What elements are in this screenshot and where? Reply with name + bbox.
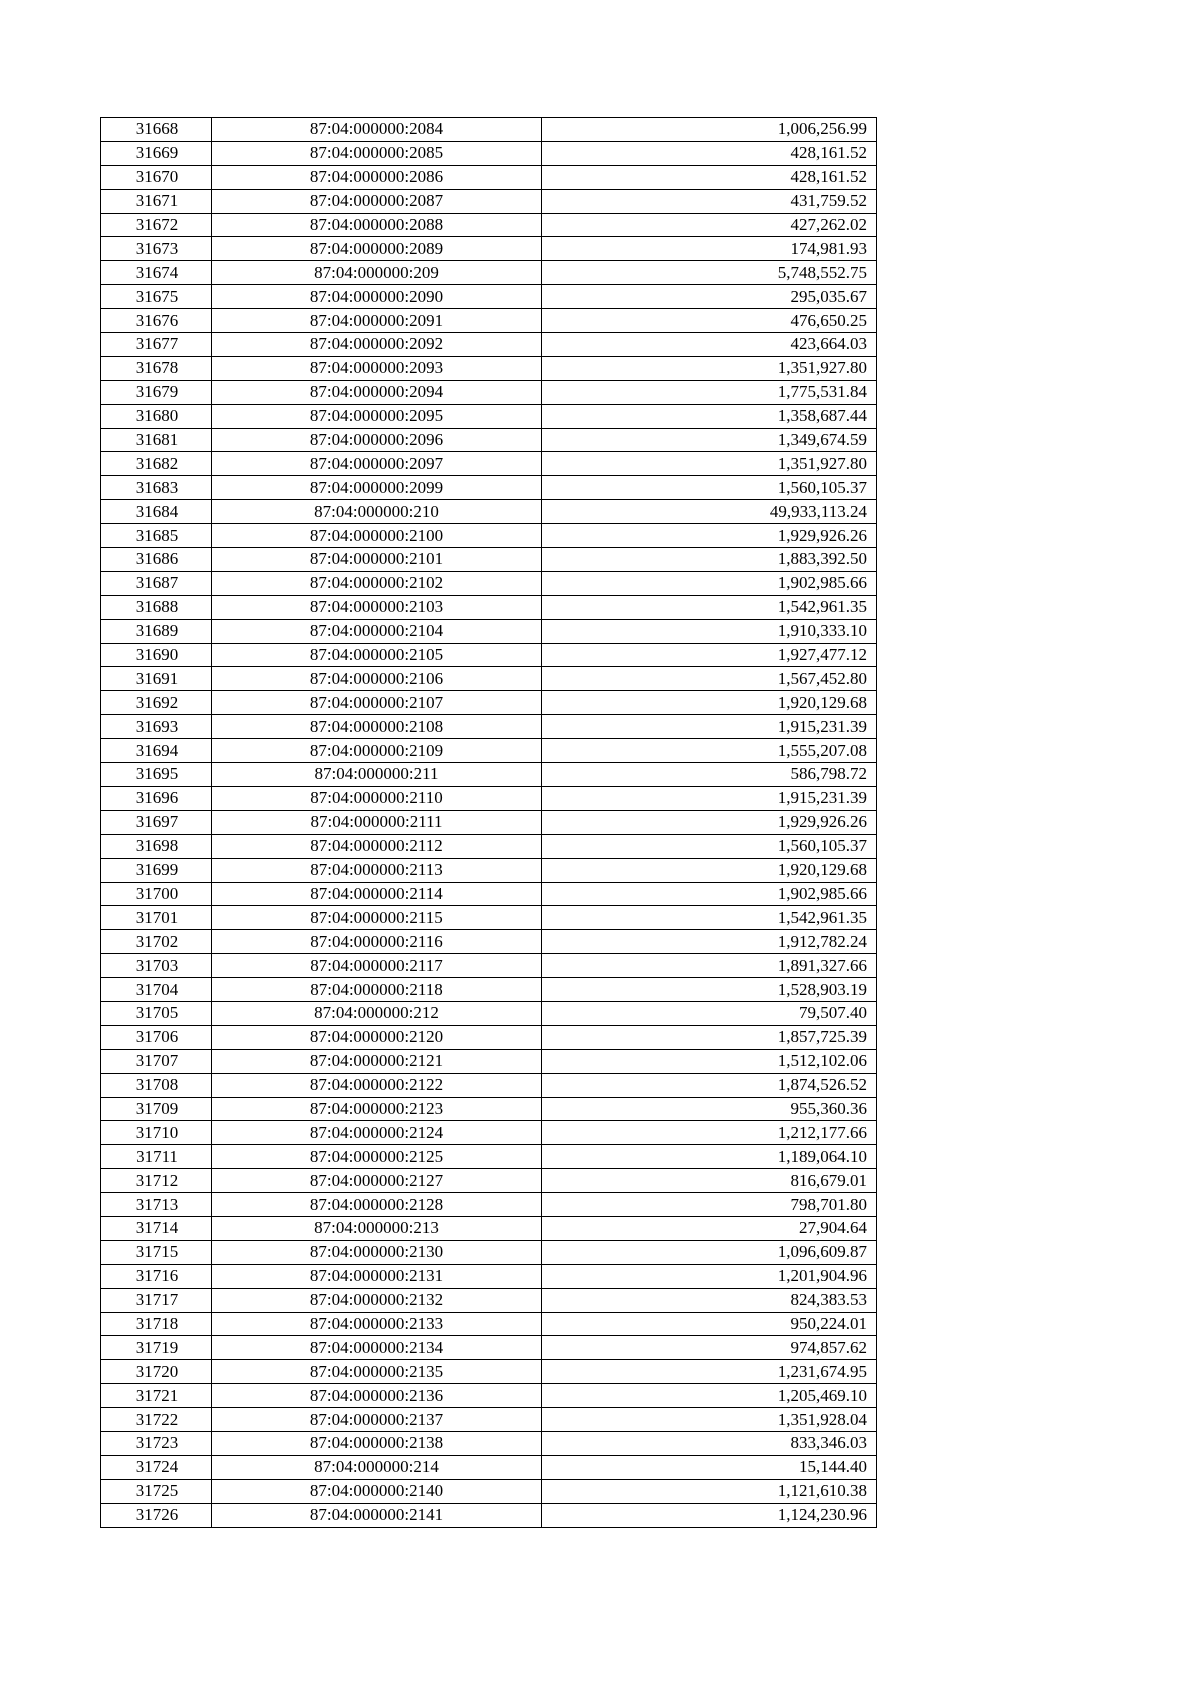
table-row	[101, 1216, 877, 1240]
cadastral-number-cell: 87:04:000000:2106	[212, 667, 542, 691]
table-row	[101, 1336, 877, 1360]
table-row	[101, 906, 877, 930]
cadastral-number-cell: 87:04:000000:2123	[212, 1097, 542, 1121]
value-cell: 824,383.53	[542, 1288, 877, 1312]
cadastral-number-cell: 87:04:000000:2124	[212, 1121, 542, 1145]
table-row	[101, 763, 877, 787]
row-number-cell: 31675	[101, 285, 212, 309]
row-number-cell: 31726	[101, 1503, 212, 1527]
row-number-cell: 31678	[101, 356, 212, 380]
value-cell: 1,358,687.44	[542, 404, 877, 428]
cadastral-number-cell: 87:04:000000:2137	[212, 1408, 542, 1432]
cadastral-number-cell: 87:04:000000:2085	[212, 141, 542, 165]
data-table	[100, 117, 877, 1528]
value-cell: 1,912,782.24	[542, 930, 877, 954]
value-cell: 1,927,477.12	[542, 643, 877, 667]
value-cell: 15,144.40	[542, 1455, 877, 1479]
cadastral-number-cell: 87:04:000000:2131	[212, 1264, 542, 1288]
row-number-cell: 31715	[101, 1240, 212, 1264]
table-row	[101, 1025, 877, 1049]
table-row	[101, 404, 877, 428]
row-number-cell: 31718	[101, 1312, 212, 1336]
table-row	[101, 978, 877, 1002]
table-row	[101, 1360, 877, 1384]
table-row	[101, 476, 877, 500]
value-cell: 816,679.01	[542, 1169, 877, 1193]
value-cell: 1,542,961.35	[542, 595, 877, 619]
table-row	[101, 333, 877, 357]
row-number-cell: 31685	[101, 524, 212, 548]
cadastral-number-cell: 87:04:000000:2093	[212, 356, 542, 380]
value-cell: 49,933,113.24	[542, 500, 877, 524]
table-row	[101, 786, 877, 810]
row-number-cell: 31703	[101, 954, 212, 978]
table-row	[101, 571, 877, 595]
value-cell: 1,205,469.10	[542, 1384, 877, 1408]
row-number-cell: 31720	[101, 1360, 212, 1384]
row-number-cell: 31669	[101, 141, 212, 165]
row-number-cell: 31680	[101, 404, 212, 428]
row-number-cell: 31676	[101, 309, 212, 333]
cadastral-number-cell: 87:04:000000:2140	[212, 1479, 542, 1503]
cadastral-number-cell: 87:04:000000:210	[212, 500, 542, 524]
row-number-cell: 31689	[101, 619, 212, 643]
row-number-cell: 31722	[101, 1408, 212, 1432]
cadastral-number-cell: 87:04:000000:2120	[212, 1025, 542, 1049]
row-number-cell: 31674	[101, 261, 212, 285]
value-cell: 1,528,903.19	[542, 978, 877, 1002]
row-number-cell: 31684	[101, 500, 212, 524]
cadastral-number-cell: 87:04:000000:2133	[212, 1312, 542, 1336]
value-cell: 1,212,177.66	[542, 1121, 877, 1145]
table-row	[101, 452, 877, 476]
row-number-cell: 31695	[101, 763, 212, 787]
cadastral-number-cell: 87:04:000000:2134	[212, 1336, 542, 1360]
cadastral-number-cell: 87:04:000000:2116	[212, 930, 542, 954]
table-row	[101, 1288, 877, 1312]
cadastral-number-cell: 87:04:000000:214	[212, 1455, 542, 1479]
value-cell: 1,555,207.08	[542, 739, 877, 763]
cadastral-number-cell: 87:04:000000:2136	[212, 1384, 542, 1408]
value-cell: 798,701.80	[542, 1193, 877, 1217]
table-row	[101, 882, 877, 906]
table-row	[101, 1408, 877, 1432]
row-number-cell: 31705	[101, 1001, 212, 1025]
cadastral-number-cell: 87:04:000000:2108	[212, 715, 542, 739]
cadastral-number-cell: 87:04:000000:2104	[212, 619, 542, 643]
value-cell: 1,910,333.10	[542, 619, 877, 643]
cadastral-number-cell: 87:04:000000:2089	[212, 237, 542, 261]
cadastral-number-cell: 87:04:000000:2110	[212, 786, 542, 810]
table-row	[101, 1097, 877, 1121]
value-cell: 833,346.03	[542, 1431, 877, 1455]
value-cell: 1,201,904.96	[542, 1264, 877, 1288]
cadastral-number-cell: 87:04:000000:2138	[212, 1431, 542, 1455]
value-cell: 427,262.02	[542, 213, 877, 237]
table-body	[101, 118, 877, 1528]
value-cell: 1,351,927.80	[542, 356, 877, 380]
value-cell: 1,920,129.68	[542, 858, 877, 882]
row-number-cell: 31693	[101, 715, 212, 739]
row-number-cell: 31697	[101, 810, 212, 834]
table-row	[101, 165, 877, 189]
row-number-cell: 31696	[101, 786, 212, 810]
value-cell: 1,560,105.37	[542, 476, 877, 500]
table-row	[101, 213, 877, 237]
value-cell: 974,857.62	[542, 1336, 877, 1360]
value-cell: 1,542,961.35	[542, 906, 877, 930]
table-row	[101, 739, 877, 763]
value-cell: 476,650.25	[542, 309, 877, 333]
cadastral-number-cell: 87:04:000000:2086	[212, 165, 542, 189]
table-row	[101, 1193, 877, 1217]
cadastral-number-cell: 87:04:000000:2122	[212, 1073, 542, 1097]
row-number-cell: 31712	[101, 1169, 212, 1193]
cadastral-number-cell: 87:04:000000:213	[212, 1216, 542, 1240]
table-row	[101, 189, 877, 213]
cadastral-number-cell: 87:04:000000:2107	[212, 691, 542, 715]
cadastral-number-cell: 87:04:000000:2087	[212, 189, 542, 213]
cadastral-number-cell: 87:04:000000:212	[212, 1001, 542, 1025]
table-row	[101, 1073, 877, 1097]
value-cell: 1,929,926.26	[542, 810, 877, 834]
row-number-cell: 31717	[101, 1288, 212, 1312]
cadastral-number-cell: 87:04:000000:2099	[212, 476, 542, 500]
row-number-cell: 31699	[101, 858, 212, 882]
cadastral-number-cell: 87:04:000000:2115	[212, 906, 542, 930]
table-row	[101, 1312, 877, 1336]
value-cell: 1,189,064.10	[542, 1145, 877, 1169]
cadastral-number-cell: 87:04:000000:2091	[212, 309, 542, 333]
table-row	[101, 1479, 877, 1503]
table-row	[101, 500, 877, 524]
table-row	[101, 619, 877, 643]
cadastral-number-cell: 87:04:000000:2141	[212, 1503, 542, 1527]
cadastral-number-cell: 87:04:000000:2101	[212, 548, 542, 572]
row-number-cell: 31679	[101, 380, 212, 404]
table-row	[101, 1455, 877, 1479]
table-row	[101, 141, 877, 165]
cadastral-number-cell: 87:04:000000:2095	[212, 404, 542, 428]
row-number-cell: 31723	[101, 1431, 212, 1455]
row-number-cell: 31698	[101, 834, 212, 858]
cadastral-number-cell: 87:04:000000:2111	[212, 810, 542, 834]
value-cell: 1,874,526.52	[542, 1073, 877, 1097]
table-row	[101, 1503, 877, 1527]
value-cell: 1,567,452.80	[542, 667, 877, 691]
table-row	[101, 428, 877, 452]
value-cell: 1,902,985.66	[542, 571, 877, 595]
value-cell: 1,351,927.80	[542, 452, 877, 476]
table-row	[101, 691, 877, 715]
row-number-cell: 31694	[101, 739, 212, 763]
table-row	[101, 356, 877, 380]
value-cell: 950,224.01	[542, 1312, 877, 1336]
row-number-cell: 31716	[101, 1264, 212, 1288]
value-cell: 1,857,725.39	[542, 1025, 877, 1049]
cadastral-number-cell: 87:04:000000:2113	[212, 858, 542, 882]
row-number-cell: 31719	[101, 1336, 212, 1360]
row-number-cell: 31677	[101, 333, 212, 357]
row-number-cell: 31707	[101, 1049, 212, 1073]
cadastral-number-cell: 87:04:000000:2125	[212, 1145, 542, 1169]
table-row	[101, 1240, 877, 1264]
table-row	[101, 548, 877, 572]
row-number-cell: 31708	[101, 1073, 212, 1097]
value-cell: 27,904.64	[542, 1216, 877, 1240]
cadastral-number-cell: 87:04:000000:2084	[212, 118, 542, 142]
row-number-cell: 31700	[101, 882, 212, 906]
row-number-cell: 31668	[101, 118, 212, 142]
value-cell: 79,507.40	[542, 1001, 877, 1025]
table-row	[101, 858, 877, 882]
cadastral-number-cell: 87:04:000000:2127	[212, 1169, 542, 1193]
cadastral-number-cell: 87:04:000000:2092	[212, 333, 542, 357]
value-cell: 5,748,552.75	[542, 261, 877, 285]
row-number-cell: 31672	[101, 213, 212, 237]
table-row	[101, 1121, 877, 1145]
table-row	[101, 595, 877, 619]
row-number-cell: 31690	[101, 643, 212, 667]
value-cell: 1,124,230.96	[542, 1503, 877, 1527]
row-number-cell: 31721	[101, 1384, 212, 1408]
table-row	[101, 118, 877, 142]
row-number-cell: 31673	[101, 237, 212, 261]
value-cell: 1,883,392.50	[542, 548, 877, 572]
cadastral-number-cell: 87:04:000000:2117	[212, 954, 542, 978]
value-cell: 1,915,231.39	[542, 786, 877, 810]
table-row	[101, 380, 877, 404]
value-cell: 1,349,674.59	[542, 428, 877, 452]
row-number-cell: 31687	[101, 571, 212, 595]
cadastral-number-cell: 87:04:000000:2114	[212, 882, 542, 906]
row-number-cell: 31704	[101, 978, 212, 1002]
cadastral-number-cell: 87:04:000000:2128	[212, 1193, 542, 1217]
cadastral-number-cell: 87:04:000000:2105	[212, 643, 542, 667]
cadastral-number-cell: 87:04:000000:2121	[212, 1049, 542, 1073]
table-row	[101, 667, 877, 691]
row-number-cell: 31709	[101, 1097, 212, 1121]
cadastral-number-cell: 87:04:000000:2100	[212, 524, 542, 548]
table-row	[101, 261, 877, 285]
value-cell: 1,096,609.87	[542, 1240, 877, 1264]
value-cell: 1,560,105.37	[542, 834, 877, 858]
row-number-cell: 31724	[101, 1455, 212, 1479]
row-number-cell: 31706	[101, 1025, 212, 1049]
value-cell: 295,035.67	[542, 285, 877, 309]
cadastral-number-cell: 87:04:000000:2096	[212, 428, 542, 452]
table-row	[101, 1145, 877, 1169]
value-cell: 428,161.52	[542, 165, 877, 189]
cadastral-number-cell: 87:04:000000:2132	[212, 1288, 542, 1312]
row-number-cell: 31670	[101, 165, 212, 189]
value-cell: 1,351,928.04	[542, 1408, 877, 1432]
row-number-cell: 31714	[101, 1216, 212, 1240]
cadastral-number-cell: 87:04:000000:2135	[212, 1360, 542, 1384]
cadastral-number-cell: 87:04:000000:2090	[212, 285, 542, 309]
table-row	[101, 1049, 877, 1073]
cadastral-number-cell: 87:04:000000:2130	[212, 1240, 542, 1264]
table-row	[101, 1431, 877, 1455]
table-row	[101, 1384, 877, 1408]
value-cell: 431,759.52	[542, 189, 877, 213]
value-cell: 1,775,531.84	[542, 380, 877, 404]
table-row	[101, 715, 877, 739]
row-number-cell: 31711	[101, 1145, 212, 1169]
cadastral-number-cell: 87:04:000000:209	[212, 261, 542, 285]
cadastral-number-cell: 87:04:000000:2097	[212, 452, 542, 476]
row-number-cell: 31701	[101, 906, 212, 930]
table-row	[101, 309, 877, 333]
row-number-cell: 31682	[101, 452, 212, 476]
table-row	[101, 810, 877, 834]
row-number-cell: 31702	[101, 930, 212, 954]
row-number-cell: 31671	[101, 189, 212, 213]
value-cell: 1,915,231.39	[542, 715, 877, 739]
table-row	[101, 1169, 877, 1193]
table-row	[101, 643, 877, 667]
value-cell: 1,006,256.99	[542, 118, 877, 142]
table-row	[101, 1001, 877, 1025]
cadastral-number-cell: 87:04:000000:211	[212, 763, 542, 787]
value-cell: 586,798.72	[542, 763, 877, 787]
cadastral-number-cell: 87:04:000000:2112	[212, 834, 542, 858]
row-number-cell: 31710	[101, 1121, 212, 1145]
value-cell: 428,161.52	[542, 141, 877, 165]
value-cell: 1,121,610.38	[542, 1479, 877, 1503]
cadastral-number-cell: 87:04:000000:2118	[212, 978, 542, 1002]
row-number-cell: 31692	[101, 691, 212, 715]
row-number-cell: 31713	[101, 1193, 212, 1217]
value-cell: 1,902,985.66	[542, 882, 877, 906]
row-number-cell: 31683	[101, 476, 212, 500]
value-cell: 174,981.93	[542, 237, 877, 261]
cadastral-number-cell: 87:04:000000:2109	[212, 739, 542, 763]
cadastral-number-cell: 87:04:000000:2088	[212, 213, 542, 237]
row-number-cell: 31686	[101, 548, 212, 572]
value-cell: 423,664.03	[542, 333, 877, 357]
value-cell: 1,891,327.66	[542, 954, 877, 978]
row-number-cell: 31681	[101, 428, 212, 452]
cadastral-number-cell: 87:04:000000:2103	[212, 595, 542, 619]
value-cell: 1,920,129.68	[542, 691, 877, 715]
value-cell: 955,360.36	[542, 1097, 877, 1121]
value-cell: 1,512,102.06	[542, 1049, 877, 1073]
table-row	[101, 285, 877, 309]
cadastral-number-cell: 87:04:000000:2102	[212, 571, 542, 595]
row-number-cell: 31725	[101, 1479, 212, 1503]
row-number-cell: 31688	[101, 595, 212, 619]
table-row	[101, 237, 877, 261]
table-row	[101, 524, 877, 548]
table-row	[101, 930, 877, 954]
value-cell: 1,231,674.95	[542, 1360, 877, 1384]
table-row	[101, 834, 877, 858]
table-row	[101, 1264, 877, 1288]
table-row	[101, 954, 877, 978]
cadastral-number-cell: 87:04:000000:2094	[212, 380, 542, 404]
value-cell: 1,929,926.26	[542, 524, 877, 548]
row-number-cell: 31691	[101, 667, 212, 691]
